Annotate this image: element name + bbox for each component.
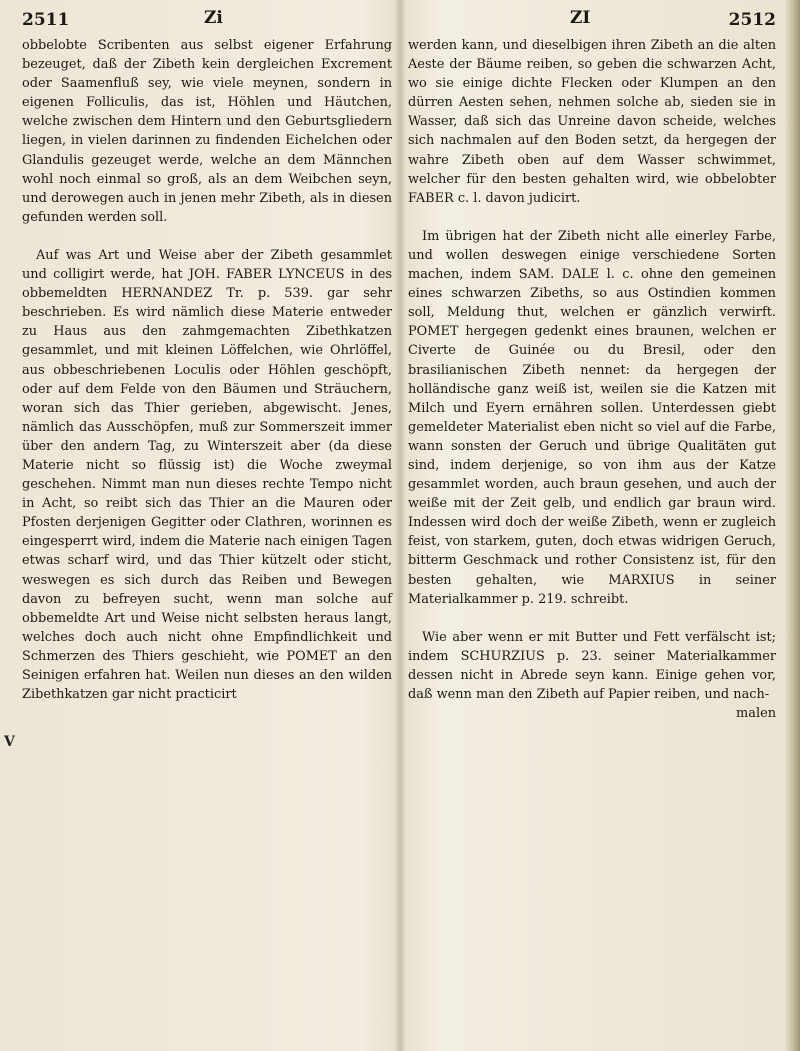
right-running-head: ZI — [570, 8, 591, 28]
right-paragraph-2: Im übrigen hat der Zibeth nicht alle einerley Farbe, und wollen deswegen einige verschiedene Sorten machen, indem SAM. DALE l. c. ohne den gemeinen eines schwarzen Zibeths, so aus Ostindien kommen soll, Meldung thut, welchen er gänzlich verwirft. POMET hergegen gedenkt eines braunen, welchen er Civerte de Guinée ou du Bresil, oder den brasilianischen Zibeth nennet: da hergegen der holländische ganz weiß ist, weilen sie die Katzen mit Milch und Eyern ernähren sollen. Unterdessen giebt gemeldeter Materialist eben nicht so viel auf die Farbe, wann sonsten der Geruch und übrige Qualitäten gut sind, indem derjenige, so von ihm aus der Katze gesammlet worden, auch braun gesehen, und auch der weiße mit der Zeit gelb, und endlich gar braun wird. Indessen wird doch der weiße Zibeth, wenn er zugleich feist, von starkem, guten, doch etwas widrigen Geruch, bitterm Geschmack und rother Consistenz ist, für den besten gehalten, wie MARXIUS in seiner Materialkammer p. 219. schreibt. — [408, 228, 776, 607]
right-page — [408, 8, 776, 723]
right-page-header — [408, 8, 776, 36]
left-page-body — [22, 36, 392, 704]
right-paragraph-3: Wie aber wenn er mit Butter und Fett verfälscht ist; indem SCHURZIUS p. 23. seiner Materialkammer dessen nicht in Abrede seyn kann. Einige gehen vor, daß wenn man den Zibeth auf Papier reiben, und nach- — [408, 629, 776, 702]
left-page-number: 2511 — [22, 10, 70, 30]
left-running-head: Zi — [204, 8, 223, 28]
left-page-header — [22, 8, 392, 36]
right-page-number: 2512 — [728, 10, 776, 30]
left-page — [22, 8, 392, 704]
book-gutter — [394, 0, 406, 1051]
right-page-body — [408, 36, 776, 723]
right-paragraph-1: werden kann, und dieselbigen ihren Zibeth an die alten Aeste der Bäume reiben, so geben die schwarzen Acht, wo sie einige dichte Flecken oder Klumpen an den dürren Aesten sehen, nehmen solche ab, sieden sie in Wasser, daß sich das Unreine davon scheide, welches sich nachmalen auf den Boden setzt, da hergegen der wahre Zibeth oben auf dem Wasser schwimmet, welcher für den besten gehalten wird, wie obbelobter FABER c. l. davon judicirt. — [408, 38, 776, 206]
page-edge-shadow — [784, 0, 800, 1051]
margin-mark: V — [4, 734, 15, 750]
catchword: malen — [736, 706, 776, 722]
left-paragraph-1: obbelobte Scribenten aus selbst eigener Erfahrung bezeuget, daß der Zibeth kein dergleichen Excrement oder Saamenfluß sey, wie viele meynen, sondern in eigenen Folliculis, das ist, Höhlen und Häutchen, welche zwischen dem Hintern und den Geburtsgliedern liegen, in vielen darinnen zu findenden Eichelchen oder Glandulis gezeuget werde, welche an dem Männchen wohl noch einmal so groß, als an dem Weibchen seyn, und derowegen auch in jenen mehr Zibeth, als in diesen gefunden werden soll. — [22, 38, 392, 225]
left-paragraph-2: Auf was Art und Weise aber der Zibeth gesammlet und colligirt werde, hat JOH. FABER LYNCEUS in des obbemeldten HERNANDEZ Tr. p. 539. gar sehr beschrieben. Es wird nämlich diese Materie entweder zu Haus aus den zahmgemachten Zibethkatzen gesammlet, und mit kleinen Löffelchen, wie Ohrlöffel, aus obbeschriebenen Loculis oder Höhlen geschöpft, oder auf dem Felde von den Bäumen und Sträuchern, woran sich das Thier gerieben, abgewischt. Jenes, nämlich das Ausschöpfen, muß zur Sommerszeit immer über den andern Tag, zu Winterszeit aber (da diese Materie nicht so flüssig ist) die Woche zweymal geschehen. Nimmt man nun dieses rechte Tempo nicht in Acht, so reibt sich das Thier an die Mauren oder Pfosten derjenigen Gegitter oder Clathren, worinnen es eingesperrt wird, indem die Materie nach einigen Tagen etwas scharf wird, und das Thier kützelt oder sticht, weswegen es sich durch das Reiben und Bewegen davon zu befreyen sucht, wenn man solche auf obbemeldte Art und Weise nicht selbsten heraus langt, welches doch auch nicht ohne Empfindlichkeit und Schmerzen des Thiers geschieht, wie POMET an den Seinigen erfahren hat. Weilen nun dieses an den wilden Zibethkatzen gar nicht practicirt — [22, 247, 392, 703]
